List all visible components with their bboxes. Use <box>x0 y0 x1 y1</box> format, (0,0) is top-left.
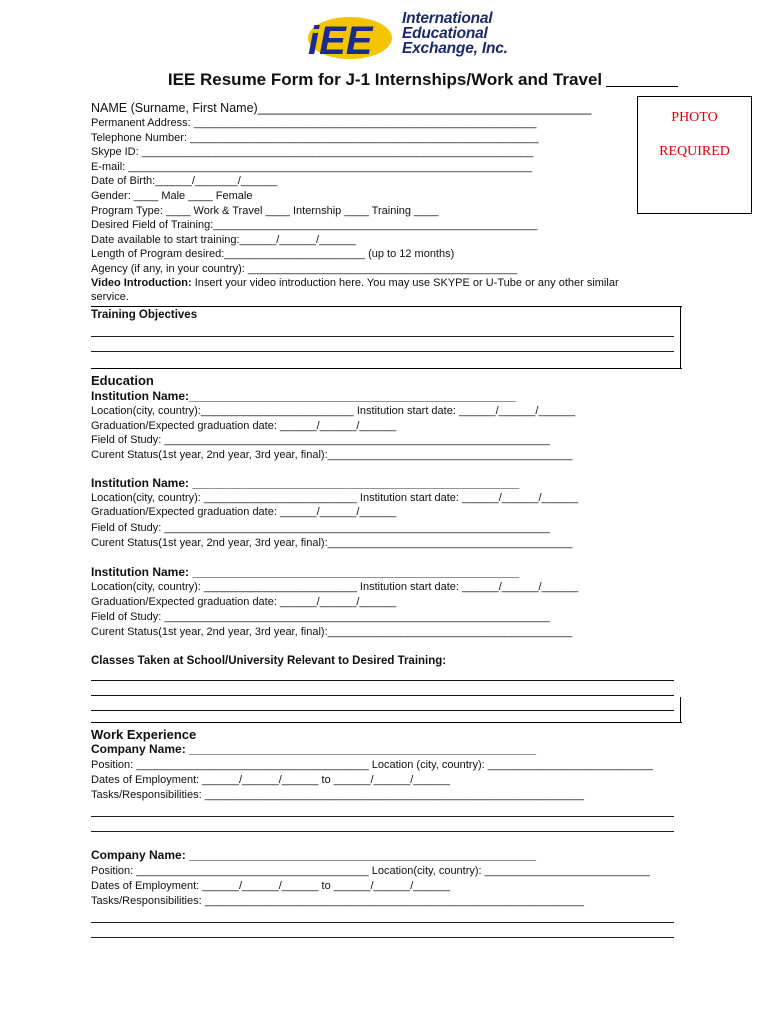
field-of-study-field[interactable]: Field of Study: _______________________________________________________________ <box>91 434 550 446</box>
classes-line[interactable] <box>91 680 674 681</box>
vertical-rule <box>680 306 681 368</box>
agency-field[interactable]: Agency (if any, in your country): ____________________________________________ <box>91 263 518 275</box>
video-label: Video Introduction: <box>91 277 192 289</box>
vertical-rule <box>680 697 681 723</box>
training-objectives-line[interactable] <box>91 351 674 352</box>
logo-text <box>402 11 508 56</box>
name-field[interactable]: NAME (Surname, First Name)________________________________________________ <box>91 101 592 115</box>
logo-text-line3: Exchange, Inc. <box>402 40 508 57</box>
graduation-date-field[interactable]: Graduation/Expected graduation date: ______/______/______ <box>91 596 397 608</box>
training-objectives-heading: Training Objectives <box>91 309 198 321</box>
current-status-field[interactable]: Curent Status(1st year, 2nd year, 3rd year, final):________________________________________ <box>91 449 573 461</box>
training-objectives-line[interactable] <box>91 336 674 337</box>
logo-text-line1: International <box>402 10 493 27</box>
photo-required-label: REQUIRED <box>659 144 730 159</box>
tasks-field[interactable]: Tasks/Responsibilities: ______________________________________________________________ <box>91 895 585 907</box>
start-date-field[interactable]: Date available to start training:______/______/______ <box>91 234 356 246</box>
institution-location-field[interactable]: Location(city, country):_________________________ Institution start date: ______/______/______ <box>91 405 576 417</box>
gender-field[interactable]: Gender: ____ Male ____ Female <box>91 190 253 202</box>
video-text-cont: service. <box>91 291 129 303</box>
form-title: IEE Resume Form for J-1 Internships/Work and Travel <box>167 70 603 89</box>
position-field[interactable]: Position: ______________________________________ Location(city, country): ___________________________ <box>91 865 650 877</box>
company-name-field[interactable]: Company Name: ____________________________________________________ <box>91 742 537 756</box>
field-of-study-field[interactable]: Field of Study: _______________________________________________________________ <box>91 522 550 534</box>
divider <box>91 368 682 369</box>
institution-location-field[interactable]: Location(city, country): _________________________ Institution start date: ______/______/______ <box>91 581 579 593</box>
svg-text:iEE: iEE <box>308 19 373 62</box>
field-of-study-field[interactable]: Field of Study: _______________________________________________________________ <box>91 611 550 623</box>
skype-id-field[interactable]: Skype ID: ________________________________________________________________ <box>91 146 534 158</box>
photo-label: PHOTO <box>671 110 718 125</box>
photo-box[interactable] <box>637 96 752 214</box>
telephone-field[interactable]: Telephone Number: _________________________________________________________ <box>91 132 539 144</box>
graduation-date-field[interactable]: Graduation/Expected graduation date: ______/______/______ <box>91 420 397 432</box>
classes-heading: Classes Taken at School/University Relevant to Desired Training: <box>91 655 447 667</box>
divider <box>91 722 682 723</box>
work-experience-heading: Work Experience <box>91 727 197 742</box>
institution-name-field[interactable]: Institution Name: _________________________________________________ <box>91 565 520 579</box>
company-name-field[interactable]: Company Name: ____________________________________________________ <box>91 848 537 862</box>
video-introduction <box>91 276 619 290</box>
tasks-line[interactable] <box>91 937 674 938</box>
logo-text-line2: Educational <box>402 25 488 42</box>
classes-line[interactable] <box>91 710 674 711</box>
tasks-line[interactable] <box>91 922 674 923</box>
current-status-field[interactable]: Curent Status(1st year, 2nd year, 3rd year, final):________________________________________ <box>91 537 573 549</box>
permanent-address-field[interactable]: Permanent Address: ________________________________________________________ <box>91 117 537 129</box>
institution-location-field[interactable]: Location(city, country): _________________________ Institution start date: ______/______/______ <box>91 492 579 504</box>
institution-name-field[interactable]: Institution Name:_________________________________________________ <box>91 389 517 403</box>
desired-field-training[interactable]: Desired Field of Training:_____________________________________________________ <box>91 219 538 231</box>
education-heading: Education <box>91 373 154 388</box>
classes-line[interactable] <box>91 695 674 696</box>
program-length-field[interactable]: Length of Program desired:_______________________ (up to 12 months) <box>91 248 455 260</box>
position-field[interactable]: Position: ______________________________________ Location (city, country): ___________________________ <box>91 759 653 771</box>
video-text[interactable]: Insert your video introduction here. You may use SKYPE or U-Tube or any other similar <box>194 277 619 289</box>
email-field[interactable]: E-mail: __________________________________________________________________ <box>91 161 533 173</box>
current-status-field[interactable]: Curent Status(1st year, 2nd year, 3rd year, final):________________________________________ <box>91 626 573 638</box>
institution-name-field[interactable]: Institution Name: _________________________________________________ <box>91 476 520 490</box>
graduation-date-field[interactable]: Graduation/Expected graduation date: ______/______/______ <box>91 506 397 518</box>
employment-dates-field[interactable]: Dates of Employment: ______/______/______ to ______/______/______ <box>91 880 451 892</box>
program-type-field[interactable]: Program Type: ____ Work & Travel ____ Internship ____ Training ____ <box>91 205 439 217</box>
tasks-line[interactable] <box>91 831 674 832</box>
date-of-birth-field[interactable]: Date of Birth:______/_______/______ <box>91 175 278 187</box>
title-underline <box>606 86 678 87</box>
tasks-line[interactable] <box>91 816 674 817</box>
tasks-field[interactable]: Tasks/Responsibilities: ______________________________________________________________ <box>91 789 585 801</box>
employment-dates-field[interactable]: Dates of Employment: ______/______/______ to ______/______/______ <box>91 774 451 786</box>
divider <box>91 306 682 307</box>
